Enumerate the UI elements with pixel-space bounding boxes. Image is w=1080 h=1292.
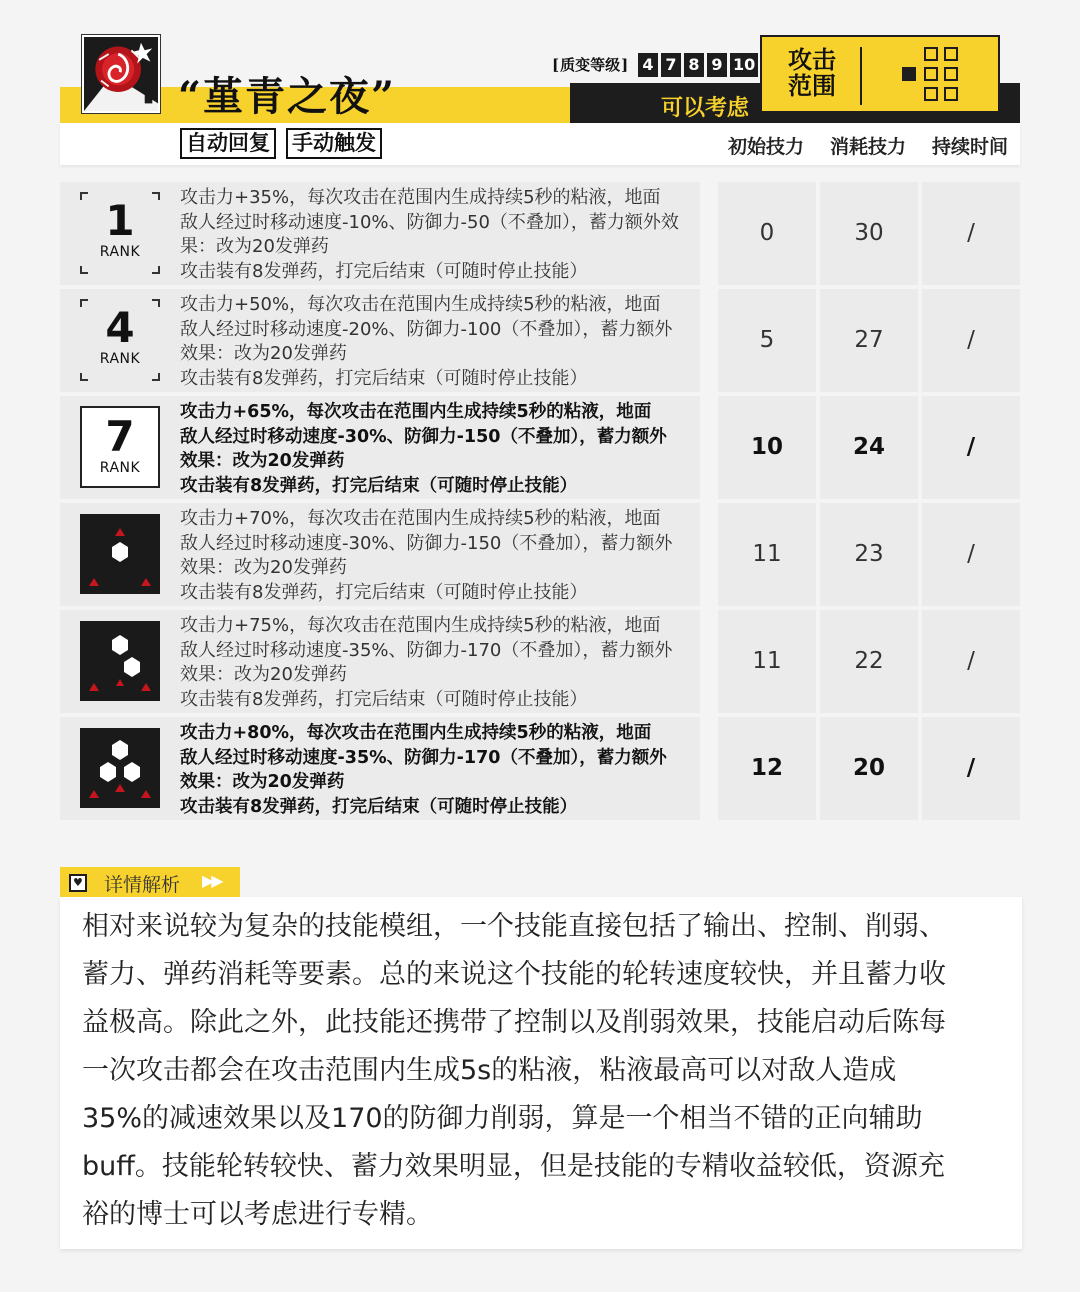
attack-range-label: 攻击范围 (788, 46, 836, 100)
mastery-1-icon (80, 514, 160, 594)
rank-row (60, 396, 1020, 499)
duration-value: / (922, 289, 1020, 392)
rank-word: RANK (99, 460, 141, 476)
rank-badge (80, 406, 160, 488)
mutation-level-box: 10 (730, 53, 758, 77)
rank-badge (80, 192, 160, 274)
details-box (60, 897, 1022, 1249)
mutation-levels (638, 53, 758, 77)
rank-row (60, 610, 1020, 713)
duration-value: / (922, 717, 1020, 820)
initial-sp-value: 0 (718, 182, 816, 285)
rank-number: 1 (105, 196, 135, 245)
rank-description: 攻击力+35%，每次攻击在范围内生成持续5秒的粘液，地面 敌人经过时移动速度-10%、防御力-50（不叠加），蓄力额外效 果：改为20发弹药 攻击装有8发弹药，打完后结束（可随时停止技能） (180, 187, 679, 282)
mutation-level-label: [ 质变等级 ] (552, 54, 628, 75)
sp-cost-value: 30 (820, 182, 918, 285)
duration-value: / (922, 396, 1020, 499)
range-grid-icon (902, 47, 962, 107)
details-tab-label: 详情解析 (104, 874, 181, 896)
rank-description: 攻击力+80%，每次攻击在范围内生成持续5秒的粘液，地面 敌人经过时移动速度-35%、防御力-170（不叠加），蓄力额外 效果：改为20发弹药 攻击装有8发弹药，打完后结束（可随时停止技能） (180, 723, 667, 817)
rank-description: 攻击力+50%，每次攻击在范围内生成持续5秒的粘液，地面 敌人经过时移动速度-20%、防御力-100（不叠加），蓄力额外 效果：改为20发弹药 攻击装有8发弹药，打完后结束（可随时停止技能） (180, 294, 673, 389)
recommendation-text: 可以考虑 (660, 96, 749, 121)
rank-description: 攻击力+70%，每次攻击在范围内生成持续5秒的粘液，地面 敌人经过时移动速度-30%、防御力-150（不叠加），蓄力额外 效果：改为20发弹药 攻击装有8发弹药，打完后结束（可随时停止技能） (180, 508, 673, 603)
rank-row (60, 503, 1020, 606)
details-text: 相对来说较为复杂的技能模组，一个技能直接包括了输出、控制、削弱、 蓄力、弹药消耗等要素。总的来说这个技能的轮转速度较快，并且蓄力收 益极高。除此之外，此技能还携带了控制以及削弱效果，技能启动后陈每 一次攻击都会在攻击范围内生成5s的粘液，粘液最高可以对敌人造成 35%的减速效果以及170的防御力削弱，算是一个相当不错的正向辅助 buff。技能轮转较快、蓄力效果明显，但是技能的专精收益较低，资源充 裕的博士可以考虑进行专精。 (82, 911, 946, 1230)
mutation-level-box: 7 (661, 53, 681, 77)
mutation-level-box: 9 (707, 53, 727, 77)
mastery-3-icon (80, 728, 160, 808)
initial-sp-value: 11 (718, 610, 816, 713)
sp-cost-value: 22 (820, 610, 918, 713)
skill-header (60, 35, 1020, 165)
play-arrows-icon: ▶▶ (202, 871, 221, 890)
rank-description: 攻击力+75%，每次攻击在范围内生成持续5秒的粘液，地面 敌人经过时移动速度-35%、防御力-170（不叠加），蓄力额外 效果：改为20发弹药 攻击装有8发弹药，打完后结束（可随时停止技能） (180, 615, 673, 710)
rank-number: 4 (105, 303, 135, 352)
rank-row (60, 182, 1020, 285)
mutation-level-box: 8 (684, 53, 704, 77)
heart-icon: ♥ (69, 874, 87, 892)
mastery-2-icon (80, 621, 160, 701)
tag-auto-recovery: 自动回复 (180, 128, 276, 159)
initial-sp-value: 11 (718, 503, 816, 606)
attack-range-box (760, 35, 1000, 113)
initial-sp-value: 12 (718, 717, 816, 820)
rank-row (60, 717, 1020, 820)
tag-manual-trigger: 手动触发 (286, 128, 382, 159)
rank-description: 攻击力+65%，每次攻击在范围内生成持续5秒的粘液，地面 敌人经过时移动速度-30%、防御力-150（不叠加），蓄力额外 效果：改为20发弹药 攻击装有8发弹药，打完后结束（可随时停止技能） (180, 402, 667, 496)
column-initial-sp: 初始技力 (728, 136, 805, 158)
sp-cost-value: 20 (820, 717, 918, 820)
range-divider (860, 47, 862, 105)
rank-word: RANK (99, 351, 141, 367)
rank-word: RANK (99, 244, 141, 260)
sp-cost-value: 24 (820, 396, 918, 499)
skill-title: “堇青之夜” (178, 73, 397, 120)
initial-sp-value: 10 (718, 396, 816, 499)
rank-row (60, 289, 1020, 392)
mutation-level-box: 4 (638, 53, 658, 77)
duration-value: / (922, 182, 1020, 285)
sp-cost-value: 27 (820, 289, 918, 392)
sp-cost-value: 23 (820, 503, 918, 606)
rank-number: 7 (105, 412, 135, 461)
duration-value: / (922, 610, 1020, 713)
column-sp-cost: 消耗技力 (830, 136, 907, 158)
details-tab (60, 867, 240, 899)
initial-sp-value: 5 (718, 289, 816, 392)
column-duration: 持续时间 (932, 136, 1009, 158)
red-rose-skill-icon (82, 35, 160, 113)
duration-value: / (922, 503, 1020, 606)
rank-badge (80, 299, 160, 381)
rank-table (60, 182, 1020, 824)
